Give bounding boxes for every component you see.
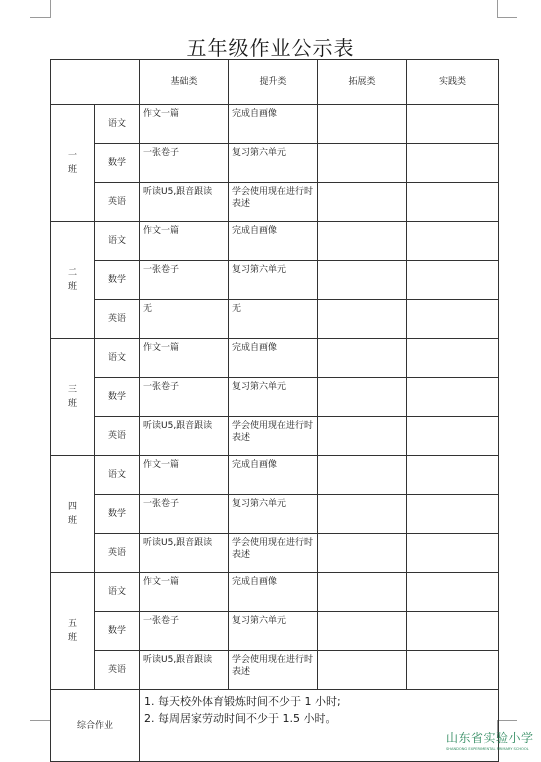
extend-cell (318, 183, 407, 222)
summary-row (51, 690, 499, 762)
extend-cell (318, 651, 407, 690)
crop-mark-br-h (497, 720, 517, 721)
table-row (51, 495, 499, 534)
practice-cell (407, 378, 499, 417)
class-label-char: 五 (67, 619, 77, 629)
summary-line: 1. 每天校外体育锻炼时间不少于 1 小时; (144, 695, 341, 708)
class-label (51, 222, 95, 339)
practice-cell (407, 183, 499, 222)
improve-cell: 无 (229, 300, 318, 339)
subject-cell: 语文 (95, 573, 140, 612)
subject-cell: 数学 (95, 378, 140, 417)
extend-cell (318, 222, 407, 261)
subject-cell: 英语 (95, 651, 140, 690)
improve-cell: 学会使用现在进行时表述 (229, 534, 318, 573)
practice-cell (407, 456, 499, 495)
subject-cell: 数学 (95, 495, 140, 534)
improve-cell: 复习第六单元 (229, 144, 318, 183)
improve-cell: 完成自画像 (229, 105, 318, 144)
basic-cell: 听读U5,跟音跟读 (140, 183, 229, 222)
table-row (51, 339, 499, 378)
basic-cell: 一张卷子 (140, 378, 229, 417)
summary-label: 综合作业 (51, 690, 140, 762)
class-label-char: 班 (67, 282, 77, 292)
subject-cell: 英语 (95, 417, 140, 456)
practice-cell (407, 261, 499, 300)
subject-cell: 数学 (95, 612, 140, 651)
class-label-char: 一 (67, 151, 77, 161)
extend-cell (318, 300, 407, 339)
improve-cell: 复习第六单元 (229, 378, 318, 417)
class-label (51, 105, 95, 222)
practice-cell (407, 300, 499, 339)
practice-cell (407, 573, 499, 612)
basic-cell: 作文一篇 (140, 222, 229, 261)
subject-cell: 英语 (95, 183, 140, 222)
basic-cell: 一张卷子 (140, 144, 229, 183)
header-practice: 实践类 (407, 60, 499, 105)
class-label (51, 573, 95, 690)
class-label-char: 班 (67, 165, 77, 175)
extend-cell (318, 456, 407, 495)
improve-cell: 完成自画像 (229, 456, 318, 495)
logo-subtext: SHANDONG EXPERIMENTAL PRIMARY SCHOOL (446, 747, 529, 751)
homework-table (50, 59, 499, 762)
basic-cell: 无 (140, 300, 229, 339)
extend-cell (318, 105, 407, 144)
table-row (51, 222, 499, 261)
extend-cell (318, 495, 407, 534)
table-row (51, 612, 499, 651)
summary-line: 2. 每周居家劳动时间不少于 1.5 小时。 (144, 712, 337, 725)
practice-cell (407, 534, 499, 573)
class-label-char: 班 (67, 516, 77, 526)
header-corner-cell (51, 60, 140, 105)
extend-cell (318, 261, 407, 300)
crop-mark-tr-v (497, 0, 498, 18)
header-basic: 基础类 (140, 60, 229, 105)
practice-cell (407, 417, 499, 456)
table-row (51, 417, 499, 456)
improve-cell: 完成自画像 (229, 222, 318, 261)
improve-cell: 复习第六单元 (229, 612, 318, 651)
extend-cell (318, 339, 407, 378)
header-row (51, 60, 499, 105)
table-row (51, 573, 499, 612)
table-row (51, 534, 499, 573)
crop-mark-tr-h (497, 17, 517, 18)
basic-cell: 作文一篇 (140, 573, 229, 612)
subject-cell: 英语 (95, 534, 140, 573)
improve-cell: 学会使用现在进行时表述 (229, 651, 318, 690)
improve-cell: 学会使用现在进行时表述 (229, 183, 318, 222)
class-label-char: 三 (67, 385, 77, 395)
practice-cell (407, 612, 499, 651)
page-title: 五年级作业公示表 (186, 36, 355, 60)
basic-cell: 一张卷子 (140, 261, 229, 300)
basic-cell: 听读U5,跟音跟读 (140, 651, 229, 690)
school-logo (446, 729, 538, 755)
improve-cell: 学会使用现在进行时表述 (229, 417, 318, 456)
table-row (51, 456, 499, 495)
basic-cell: 作文一篇 (140, 339, 229, 378)
subject-cell: 语文 (95, 339, 140, 378)
basic-cell: 听读U5,跟音跟读 (140, 534, 229, 573)
crop-mark-bl-h (30, 720, 50, 721)
header-extend: 拓展类 (318, 60, 407, 105)
table-row (51, 183, 499, 222)
extend-cell (318, 573, 407, 612)
extend-cell (318, 378, 407, 417)
table-row (51, 300, 499, 339)
subject-cell: 数学 (95, 144, 140, 183)
basic-cell: 一张卷子 (140, 495, 229, 534)
class-label (51, 339, 95, 456)
extend-cell (318, 144, 407, 183)
basic-cell: 作文一篇 (140, 105, 229, 144)
table-row (51, 144, 499, 183)
basic-cell: 一张卷子 (140, 612, 229, 651)
table-row (51, 378, 499, 417)
basic-cell: 听读U5,跟音跟读 (140, 417, 229, 456)
summary-content (140, 690, 499, 762)
subject-cell: 数学 (95, 261, 140, 300)
class-label-char: 二 (67, 268, 77, 278)
practice-cell (407, 651, 499, 690)
table-row (51, 651, 499, 690)
basic-cell: 作文一篇 (140, 456, 229, 495)
extend-cell (318, 612, 407, 651)
header-improve: 提升类 (229, 60, 318, 105)
subject-cell: 英语 (95, 300, 140, 339)
class-label (51, 456, 95, 573)
improve-cell: 完成自画像 (229, 339, 318, 378)
logo-text: 山东省实验小学 (446, 731, 534, 745)
extend-cell (318, 534, 407, 573)
practice-cell (407, 222, 499, 261)
class-label-char: 四 (67, 502, 77, 512)
subject-cell: 语文 (95, 105, 140, 144)
class-label-char: 班 (67, 399, 77, 409)
table-row (51, 261, 499, 300)
subject-cell: 语文 (95, 456, 140, 495)
improve-cell: 复习第六单元 (229, 261, 318, 300)
class-label-char: 班 (67, 633, 77, 643)
crop-mark-tl-h (30, 17, 50, 18)
practice-cell (407, 495, 499, 534)
extend-cell (318, 417, 407, 456)
practice-cell (407, 144, 499, 183)
improve-cell: 复习第六单元 (229, 495, 318, 534)
crop-mark-tl-v (50, 0, 51, 18)
practice-cell (407, 105, 499, 144)
practice-cell (407, 339, 499, 378)
subject-cell: 语文 (95, 222, 140, 261)
table-row (51, 105, 499, 144)
improve-cell: 完成自画像 (229, 573, 318, 612)
